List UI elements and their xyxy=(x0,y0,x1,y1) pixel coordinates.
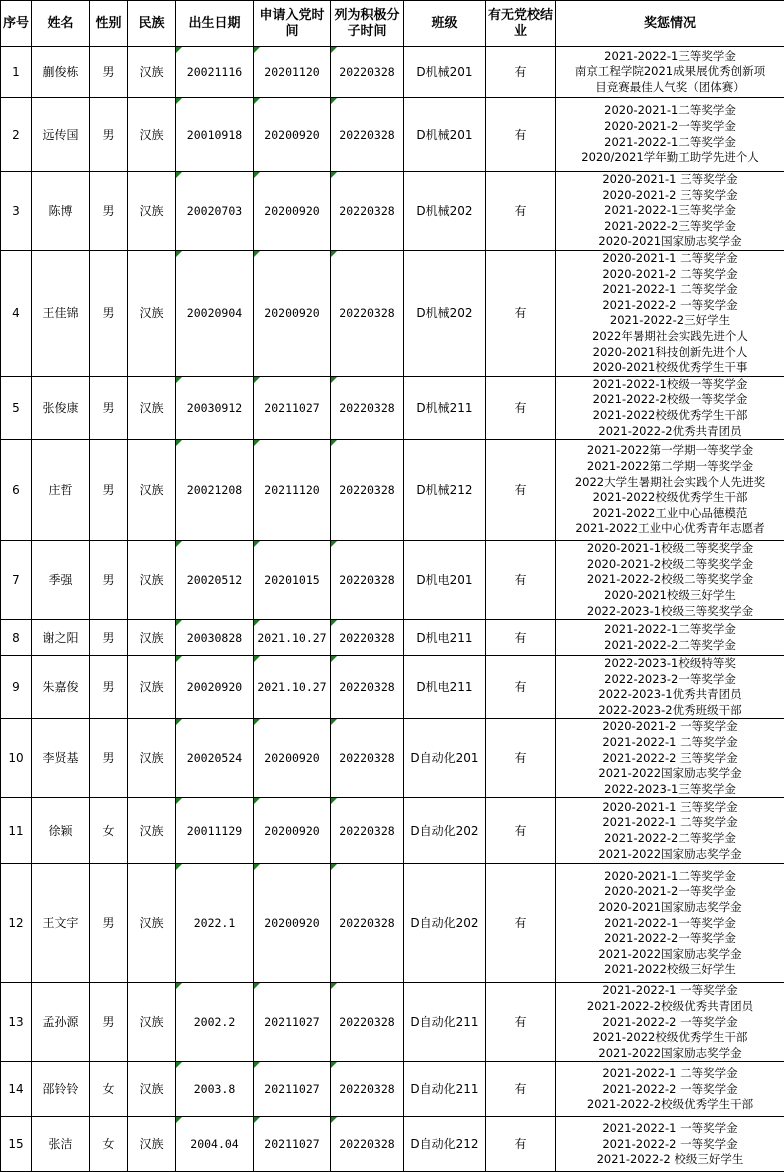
cell-name: 王佳锦 xyxy=(32,251,90,377)
award-line: 2021-2022-1 二等奖学金 xyxy=(558,1066,782,1082)
cell-seq: 5 xyxy=(1,376,32,439)
cell-name: 张俊康 xyxy=(32,376,90,439)
cell-gender: 男 xyxy=(90,656,128,719)
cell-class: D自动化211 xyxy=(404,1062,486,1117)
cell-graduated: 有 xyxy=(486,983,556,1062)
cell-gender: 男 xyxy=(90,983,128,1062)
cell-class: D机械212 xyxy=(404,440,486,541)
cell-name: 张洁 xyxy=(32,1117,90,1172)
cell-ethnicity: 汉族 xyxy=(128,440,176,541)
table-row xyxy=(1,440,784,541)
award-line: 2021-2022国家励志奖学金 xyxy=(558,766,782,782)
header-class: 班级 xyxy=(404,1,486,47)
cell-apply-date: 20200920 xyxy=(254,864,331,983)
cell-birth: 20020904 xyxy=(176,251,254,377)
cell-class: D机械201 xyxy=(404,47,486,98)
award-line: 2022-2023-1优秀共青团员 xyxy=(558,687,782,703)
cell-birth: 20020524 xyxy=(176,719,254,798)
award-line: 2020-2021-1 二等奖学金 xyxy=(558,251,782,267)
cell-birth: 20021208 xyxy=(176,440,254,541)
table-row xyxy=(1,47,784,98)
award-line: 2020-2021-2一等奖学金 xyxy=(558,119,782,135)
cell-activist-date: 20220328 xyxy=(331,1062,404,1117)
award-line: 2021-2022-1 二等奖学金 xyxy=(558,735,782,751)
award-line: 2020-2021国家励志奖学金 xyxy=(558,234,782,250)
cell-birth: 20011129 xyxy=(176,798,254,864)
cell-graduated: 有 xyxy=(486,620,556,656)
award-line: 2021-2022校级优秀学生干部 xyxy=(558,1030,782,1046)
cell-ethnicity: 汉族 xyxy=(128,798,176,864)
cell-graduated: 有 xyxy=(486,251,556,377)
cell-apply-date: 20200920 xyxy=(254,798,331,864)
cell-awards xyxy=(556,541,784,620)
cell-awards xyxy=(556,620,784,656)
cell-apply-date: 2021.10.27 xyxy=(254,656,331,719)
cell-class: D机械202 xyxy=(404,251,486,377)
award-line: 2021-2022-1 二等奖学金 xyxy=(558,815,782,831)
cell-apply-date: 20211027 xyxy=(254,983,331,1062)
header-awards: 奖惩情况 xyxy=(556,1,784,47)
cell-birth: 2004.04 xyxy=(176,1117,254,1172)
award-line: 2021-2022-2 一等奖学金 xyxy=(558,1015,782,1031)
cell-ethnicity: 汉族 xyxy=(128,1062,176,1117)
award-line: 2021-2022国家励志奖学金 xyxy=(558,1046,782,1062)
award-line: 2021-2022-1三等奖学金 xyxy=(558,203,782,219)
cell-ethnicity: 汉族 xyxy=(128,251,176,377)
cell-graduated: 有 xyxy=(486,656,556,719)
cell-birth: 20020920 xyxy=(176,656,254,719)
award-line: 2021-2022-1校级一等奖学金 xyxy=(558,377,782,393)
cell-seq: 9 xyxy=(1,656,32,719)
cell-gender: 男 xyxy=(90,172,128,251)
cell-class: D机电211 xyxy=(404,620,486,656)
award-line: 2021-2022国家励志奖学金 xyxy=(558,847,782,863)
table-row xyxy=(1,798,784,864)
cell-activist-date: 20220328 xyxy=(331,251,404,377)
table-row xyxy=(1,620,784,656)
cell-birth: 20020703 xyxy=(176,172,254,251)
cell-apply-date: 20200920 xyxy=(254,251,331,377)
cell-seq: 13 xyxy=(1,983,32,1062)
award-line: 2022年暑期社会实践先进个人 xyxy=(558,329,782,345)
cell-gender: 男 xyxy=(90,251,128,377)
cell-seq: 6 xyxy=(1,440,32,541)
award-line: 2021-2022-2 一等奖学金 xyxy=(558,1137,782,1153)
header-apply: 申请入党时间 xyxy=(254,1,331,47)
cell-name: 谢之阳 xyxy=(32,620,90,656)
cell-seq: 1 xyxy=(1,47,32,98)
cell-class: D机械201 xyxy=(404,98,486,172)
cell-gender: 男 xyxy=(90,864,128,983)
award-line: 2020-2021-2 二等奖学金 xyxy=(558,267,782,283)
award-line: 2021-2022-2 一等奖学金 xyxy=(558,298,782,314)
table-row xyxy=(1,172,784,251)
header-birth: 出生日期 xyxy=(176,1,254,47)
header-name: 姓名 xyxy=(32,1,90,47)
cell-apply-date: 20201015 xyxy=(254,541,331,620)
cell-seq: 8 xyxy=(1,620,32,656)
cell-activist-date: 20220328 xyxy=(331,719,404,798)
cell-birth: 20020512 xyxy=(176,541,254,620)
cell-awards xyxy=(556,656,784,719)
award-line: 2021-2022-2校级优秀共青团员 xyxy=(558,999,782,1015)
cell-ethnicity: 汉族 xyxy=(128,620,176,656)
cell-ethnicity: 汉族 xyxy=(128,719,176,798)
cell-awards xyxy=(556,440,784,541)
header-row xyxy=(1,1,784,47)
cell-activist-date: 20220328 xyxy=(331,98,404,172)
cell-name: 孟孙源 xyxy=(32,983,90,1062)
award-line: 2021-2022校级三好学生 xyxy=(558,962,782,978)
cell-gender: 男 xyxy=(90,719,128,798)
cell-ethnicity: 汉族 xyxy=(128,983,176,1062)
cell-awards xyxy=(556,251,784,377)
table-row xyxy=(1,719,784,798)
cell-seq: 4 xyxy=(1,251,32,377)
cell-apply-date: 20211027 xyxy=(254,1062,331,1117)
cell-name: 王文宇 xyxy=(32,864,90,983)
cell-activist-date: 20220328 xyxy=(331,798,404,864)
award-line: 2020-2021-1 三等奖学金 xyxy=(558,800,782,816)
cell-graduated: 有 xyxy=(486,440,556,541)
cell-activist-date: 20220328 xyxy=(331,864,404,983)
cell-class: D机械202 xyxy=(404,172,486,251)
award-line: 2021-2022第二学期一等奖学金 xyxy=(558,459,782,475)
cell-activist-date: 20220328 xyxy=(331,172,404,251)
award-line: 2021-2022-2优秀共青团员 xyxy=(558,424,782,440)
cell-graduated: 有 xyxy=(486,376,556,439)
table-row xyxy=(1,1062,784,1117)
award-line: 2021-2022-2二等奖学金 xyxy=(558,831,782,847)
cell-class: D自动化201 xyxy=(404,719,486,798)
header-disciplinary: 有无党校结业 xyxy=(486,1,556,47)
cell-birth: 2002.2 xyxy=(176,983,254,1062)
cell-gender: 女 xyxy=(90,1062,128,1117)
cell-ethnicity: 汉族 xyxy=(128,376,176,439)
award-line: 2021-2022-1一等奖学金 xyxy=(558,916,782,932)
award-line: 2020-2021-1校级二等奖奖学金 xyxy=(558,541,782,557)
cell-graduated: 有 xyxy=(486,719,556,798)
cell-class: D自动化212 xyxy=(404,1117,486,1172)
cell-activist-date: 20220328 xyxy=(331,620,404,656)
cell-awards xyxy=(556,983,784,1062)
award-line: 2020-2021-1 三等奖学金 xyxy=(558,172,782,188)
award-line: 2020-2021-2一等奖学金 xyxy=(558,884,782,900)
cell-apply-date: 20201120 xyxy=(254,47,331,98)
award-line: 目竞赛最佳人气奖（团体赛） xyxy=(558,80,782,96)
cell-apply-date: 20211027 xyxy=(254,376,331,439)
cell-seq: 12 xyxy=(1,864,32,983)
award-line: 2022-2023-1校级特等奖 xyxy=(558,656,782,672)
cell-gender: 女 xyxy=(90,1117,128,1172)
award-line: 2022-2023-1校级三等奖奖学金 xyxy=(558,604,782,620)
award-line: 2022-2023-2优秀班级干部 xyxy=(558,703,782,719)
award-line: 2020-2021科技创新先进个人 xyxy=(558,345,782,361)
cell-graduated: 有 xyxy=(486,47,556,98)
cell-class: D机电201 xyxy=(404,541,486,620)
cell-awards xyxy=(556,98,784,172)
header-ethnicity: 民族 xyxy=(128,1,176,47)
cell-awards xyxy=(556,1062,784,1117)
award-line: 2021-2022-2三好学生 xyxy=(558,313,782,329)
award-line: 2021-2022第一学期一等奖学金 xyxy=(558,443,782,459)
award-line: 2020-2021校级三好学生 xyxy=(558,588,782,604)
award-line: 2020-2021-2 三等奖学金 xyxy=(558,188,782,204)
award-line: 2022-2023-1三等奖学金 xyxy=(558,782,782,798)
cell-ethnicity: 汉族 xyxy=(128,656,176,719)
award-line: 2020-2021-2校级二等奖奖学金 xyxy=(558,557,782,573)
award-line: 2021-2022-2 三等奖学金 xyxy=(558,751,782,767)
cell-name: 陈博 xyxy=(32,172,90,251)
table-row xyxy=(1,251,784,377)
award-line: 2021-2022国家励志奖学金 xyxy=(558,947,782,963)
cell-birth: 20010918 xyxy=(176,98,254,172)
cell-ethnicity: 汉族 xyxy=(128,98,176,172)
cell-name: 邵铃铃 xyxy=(32,1062,90,1117)
award-line: 2021-2022校级优秀学生干部 xyxy=(558,408,782,424)
cell-apply-date: 2021.10.27 xyxy=(254,620,331,656)
award-line: 2021-2022-2校级优秀学生干部 xyxy=(558,1097,782,1113)
table-row xyxy=(1,376,784,439)
award-line: 2021-2022校级优秀学生干部 xyxy=(558,490,782,506)
award-line: 2021-2022工业中心优秀青年志愿者 xyxy=(558,521,782,537)
cell-awards xyxy=(556,172,784,251)
cell-ethnicity: 汉族 xyxy=(128,864,176,983)
cell-birth: 20021116 xyxy=(176,47,254,98)
award-line: 2020-2021-2 一等奖学金 xyxy=(558,719,782,735)
cell-ethnicity: 汉族 xyxy=(128,47,176,98)
table-body xyxy=(1,47,784,1172)
cell-class: D机电211 xyxy=(404,656,486,719)
award-line: 2021-2022-2二等奖学金 xyxy=(558,638,782,654)
cell-activist-date: 20220328 xyxy=(331,440,404,541)
award-line: 2021-2022-1 一等奖学金 xyxy=(558,1121,782,1137)
cell-name: 李贤基 xyxy=(32,719,90,798)
cell-class: D自动化202 xyxy=(404,798,486,864)
cell-apply-date: 20211120 xyxy=(254,440,331,541)
cell-apply-date: 20200920 xyxy=(254,172,331,251)
award-line: 2021-2022-1三等奖学金 xyxy=(558,49,782,65)
header-activist: 列为积极分子时间 xyxy=(331,1,404,47)
cell-graduated: 有 xyxy=(486,864,556,983)
cell-seq: 2 xyxy=(1,98,32,172)
cell-name: 庄哲 xyxy=(32,440,90,541)
cell-activist-date: 20220328 xyxy=(331,656,404,719)
cell-seq: 10 xyxy=(1,719,32,798)
award-line: 2020-2021-1二等奖学金 xyxy=(558,869,782,885)
award-line: 南京工程学院2021成果展优秀创新项 xyxy=(558,64,782,80)
cell-class: D自动化202 xyxy=(404,864,486,983)
cell-ethnicity: 汉族 xyxy=(128,172,176,251)
cell-name: 蒯俊栋 xyxy=(32,47,90,98)
cell-name: 季强 xyxy=(32,541,90,620)
cell-gender: 男 xyxy=(90,376,128,439)
award-line: 2021-2022-2校级一等奖学金 xyxy=(558,392,782,408)
cell-gender: 男 xyxy=(90,620,128,656)
award-line: 2021-2022-2 一等奖学金 xyxy=(558,1082,782,1098)
award-line: 2021-2022-1二等奖学金 xyxy=(558,622,782,638)
cell-seq: 15 xyxy=(1,1117,32,1172)
award-line: 2022-2023-2一等奖学金 xyxy=(558,672,782,688)
award-line: 2020/2021学年勤工助学先进个人 xyxy=(558,150,782,166)
cell-awards xyxy=(556,47,784,98)
cell-birth: 20030828 xyxy=(176,620,254,656)
award-line: 2021-2022工业中心品德模范 xyxy=(558,506,782,522)
cell-graduated: 有 xyxy=(486,98,556,172)
cell-seq: 3 xyxy=(1,172,32,251)
award-line: 2021-2022-2校级二等奖奖学金 xyxy=(558,572,782,588)
cell-gender: 男 xyxy=(90,47,128,98)
award-line: 2021-2022-1 一等奖学金 xyxy=(558,983,782,999)
cell-apply-date: 20200920 xyxy=(254,98,331,172)
cell-gender: 男 xyxy=(90,440,128,541)
award-line: 2020-2021校级优秀学生干事 xyxy=(558,360,782,376)
award-line: 2021-2022-1二等奖学金 xyxy=(558,135,782,151)
cell-class: D自动化211 xyxy=(404,983,486,1062)
cell-graduated: 有 xyxy=(486,798,556,864)
cell-name: 徐颖 xyxy=(32,798,90,864)
award-line: 2021-2022-2 校级三好学生 xyxy=(558,1152,782,1168)
table-row xyxy=(1,1117,784,1172)
cell-birth: 2003.8 xyxy=(176,1062,254,1117)
award-line: 2021-2022-2三等奖学金 xyxy=(558,219,782,235)
award-line: 2021-2022-1 二等奖学金 xyxy=(558,282,782,298)
table-row xyxy=(1,98,784,172)
cell-ethnicity: 汉族 xyxy=(128,541,176,620)
table-row xyxy=(1,864,784,983)
cell-birth: 2022.1 xyxy=(176,864,254,983)
cell-seq: 7 xyxy=(1,541,32,620)
cell-activist-date: 20220328 xyxy=(331,47,404,98)
award-line: 2022大学生暑期社会实践个人先进奖 xyxy=(558,475,782,491)
cell-apply-date: 20211027 xyxy=(254,1117,331,1172)
header-seq: 序号 xyxy=(1,1,32,47)
cell-graduated: 有 xyxy=(486,541,556,620)
header-gender: 性别 xyxy=(90,1,128,47)
cell-activist-date: 20220328 xyxy=(331,376,404,439)
table-row xyxy=(1,656,784,719)
cell-graduated: 有 xyxy=(486,1117,556,1172)
cell-name: 朱嘉俊 xyxy=(32,656,90,719)
cell-ethnicity: 汉族 xyxy=(128,1117,176,1172)
award-line: 2020-2021-1二等奖学金 xyxy=(558,103,782,119)
cell-class: D机械211 xyxy=(404,376,486,439)
cell-awards xyxy=(556,1117,784,1172)
cell-gender: 男 xyxy=(90,541,128,620)
cell-activist-date: 20220328 xyxy=(331,983,404,1062)
cell-awards xyxy=(556,719,784,798)
cell-gender: 女 xyxy=(90,798,128,864)
cell-gender: 男 xyxy=(90,98,128,172)
cell-activist-date: 20220328 xyxy=(331,1117,404,1172)
cell-awards xyxy=(556,376,784,439)
cell-graduated: 有 xyxy=(486,1062,556,1117)
cell-activist-date: 20220328 xyxy=(331,541,404,620)
cell-graduated: 有 xyxy=(486,172,556,251)
cell-awards xyxy=(556,864,784,983)
table-row xyxy=(1,541,784,620)
award-line: 2021-2022-2一等奖学金 xyxy=(558,931,782,947)
cell-apply-date: 20200920 xyxy=(254,719,331,798)
cell-seq: 14 xyxy=(1,1062,32,1117)
award-line: 2020-2021国家励志奖学金 xyxy=(558,900,782,916)
cell-name: 远传国 xyxy=(32,98,90,172)
table-row xyxy=(1,983,784,1062)
cell-seq: 11 xyxy=(1,798,32,864)
cell-birth: 20030912 xyxy=(176,376,254,439)
cell-awards xyxy=(556,798,784,864)
